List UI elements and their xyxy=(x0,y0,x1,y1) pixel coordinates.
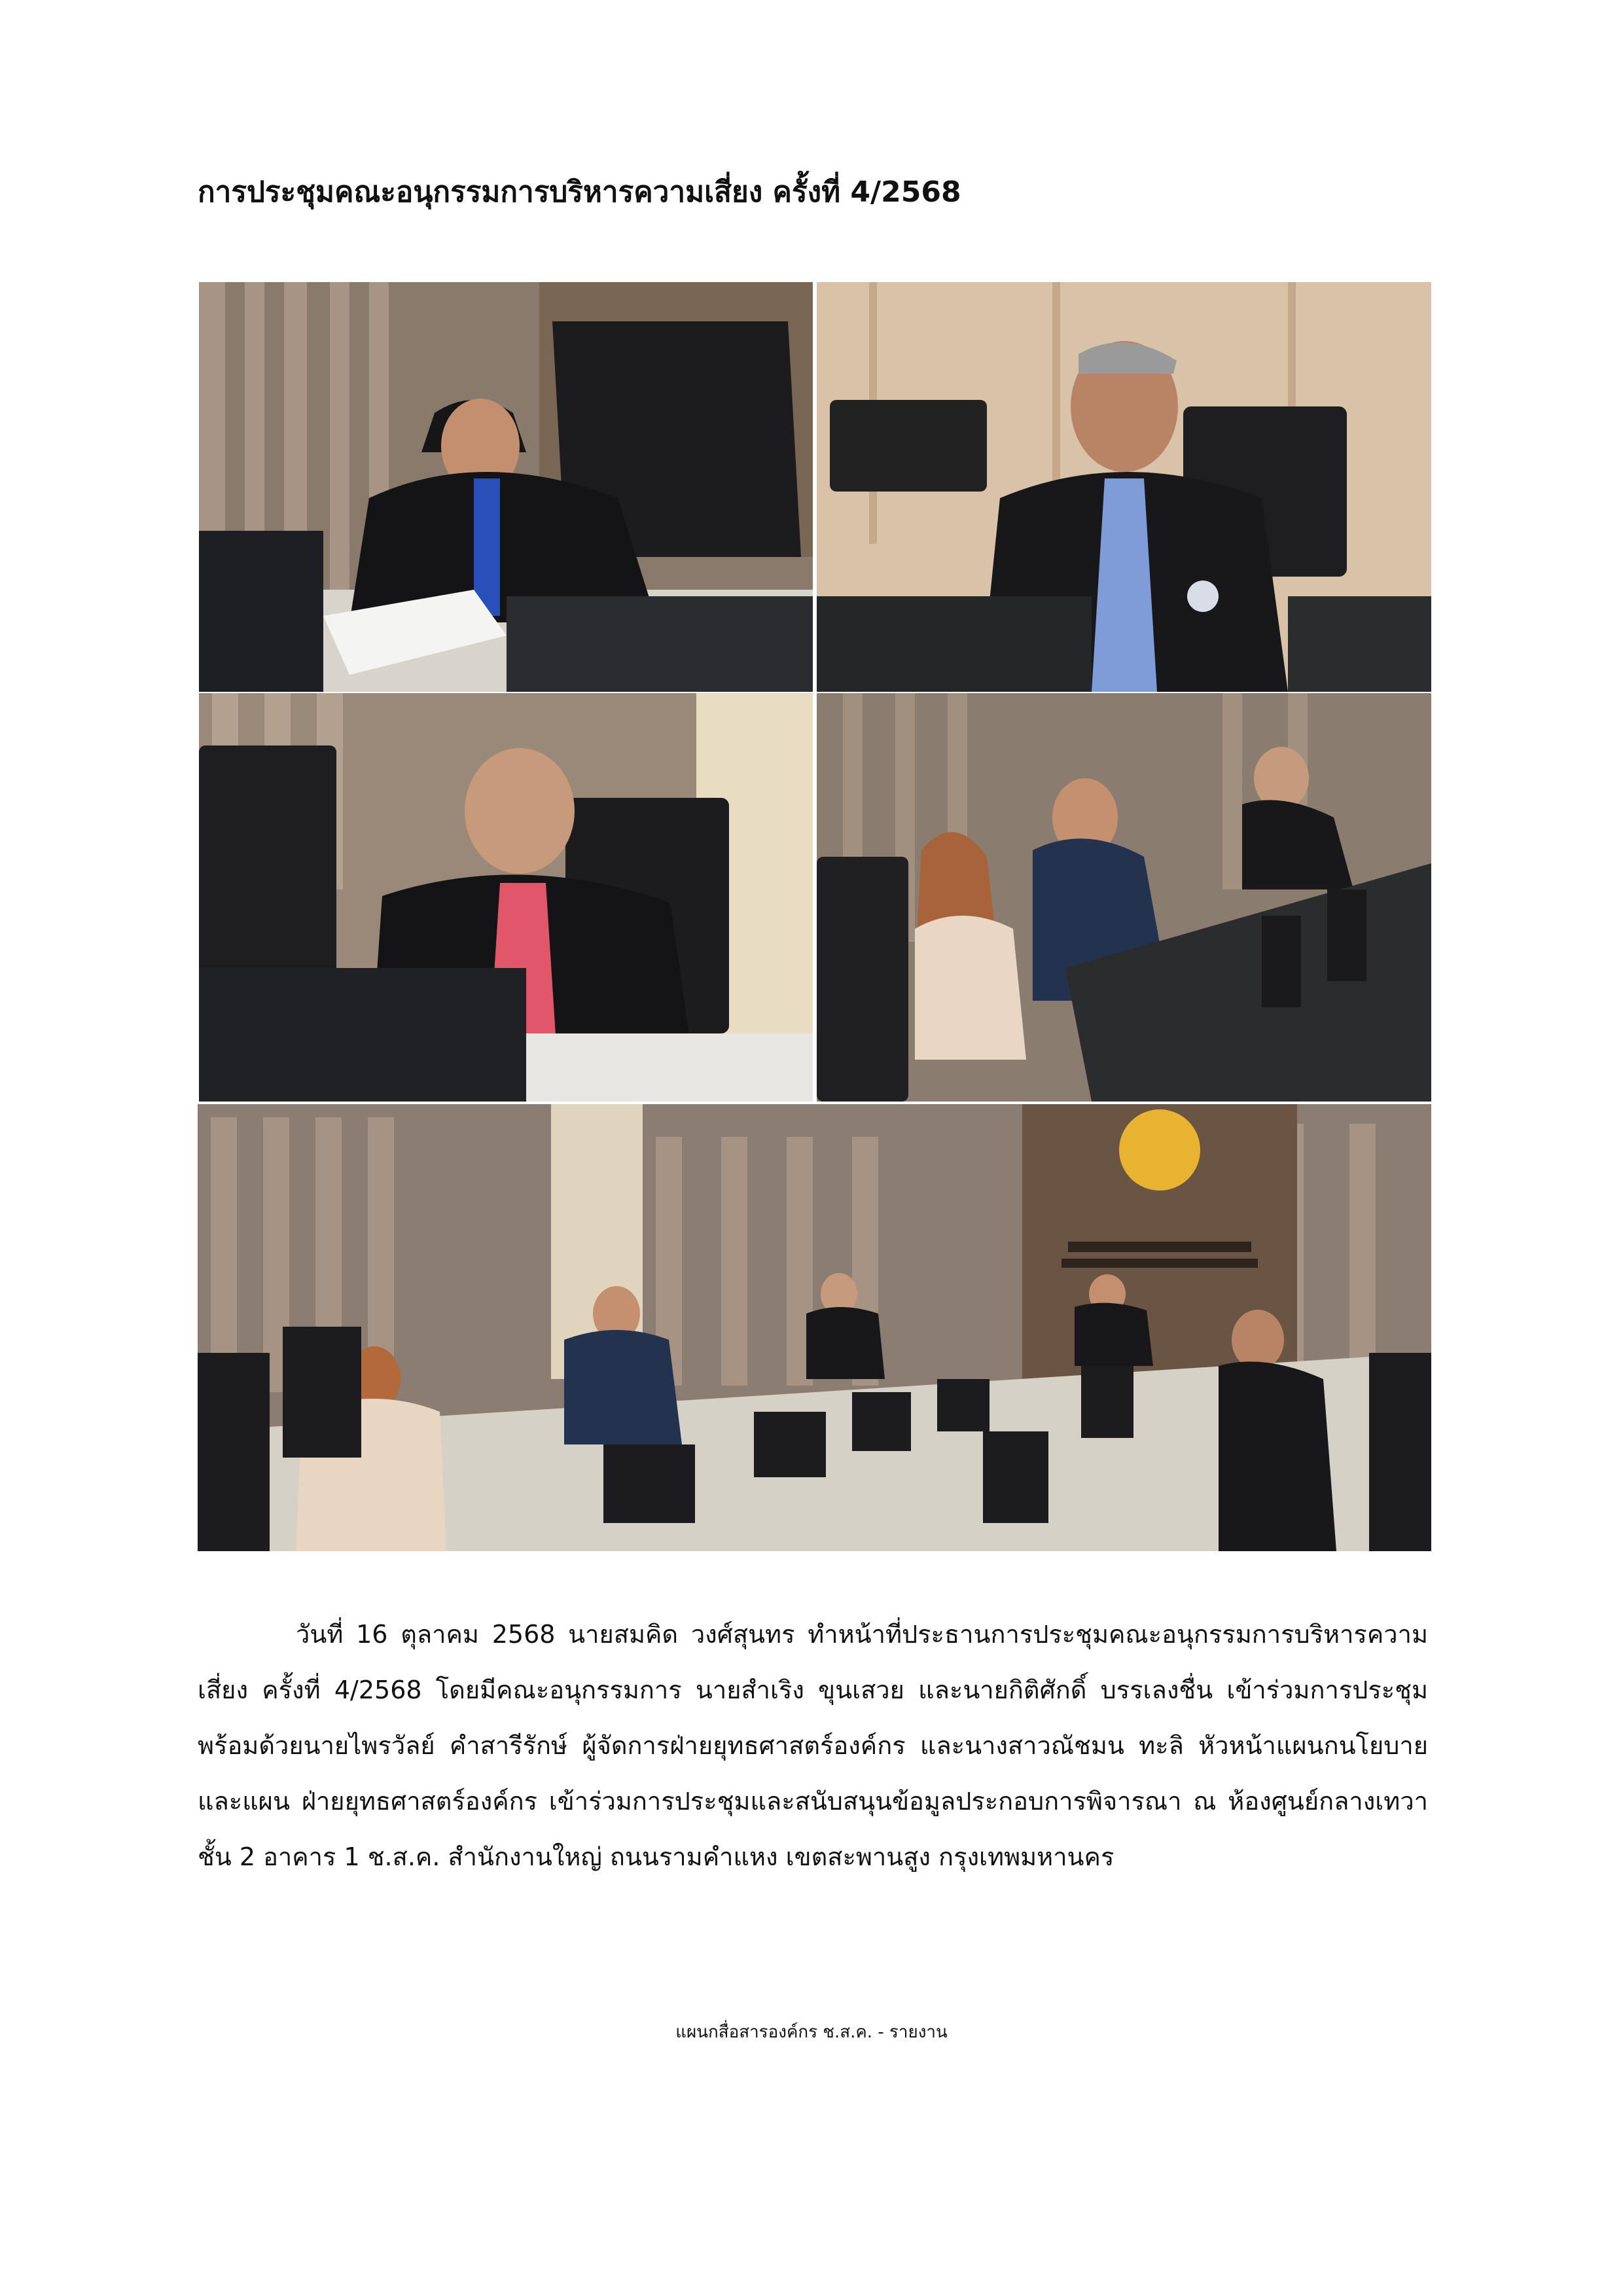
photo-member-red-shirt xyxy=(199,693,813,1102)
photo-chairman-reading xyxy=(199,282,813,692)
photo-attendees-row xyxy=(817,693,1431,1102)
document-title: การประชุมคณะอนุกรรมการบริหารความเสี่ยง ครั้งที่ 4/2568 xyxy=(198,175,961,209)
photo-member-portrait xyxy=(817,282,1431,692)
body-paragraph: วันที่ 16 ตุลาคม 2568 นายสมคิด วงศ์สุนทร ทำหน้าที่ประธานการประชุมคณะอนุกรรมการบริหารความเสี่ยง ครั้งที่ 4/2568 โดยมีคณะอนุกรรมการ นายสำเริง ขุนเสวย และนายกิติศักดิ์ บรรเลงชื่น เข้าร่วมการประชุม พร้อมด้วยนายไพรวัลย์ คำสารีรักษ์ ผู้จัดการฝ่ายยุทธศาสตร์องค์กร และนางสาวณัชมน ทะลิ หัวหน้าแผนกนโยบายและแผน ฝ่ายยุทธศาสตร์องค์กร เข้าร่วมการประชุมและสนับสนุนข้อมูลประกอบการพิจารณา ณ ห้องศูนย์กลางเทวา ชั้น 2 อาคาร 1 ช.ส.ค. สำนักงานใหญ่ ถนนรามคำแหง เขตสะพานสูง กรุงเทพมหานคร xyxy=(198,1620,1428,1871)
footer-credit: แผนกสื่อสารองค์กร ช.ส.ค. - รายงาน xyxy=(675,2022,948,2042)
photo-meeting-room-wide xyxy=(198,1104,1431,1551)
